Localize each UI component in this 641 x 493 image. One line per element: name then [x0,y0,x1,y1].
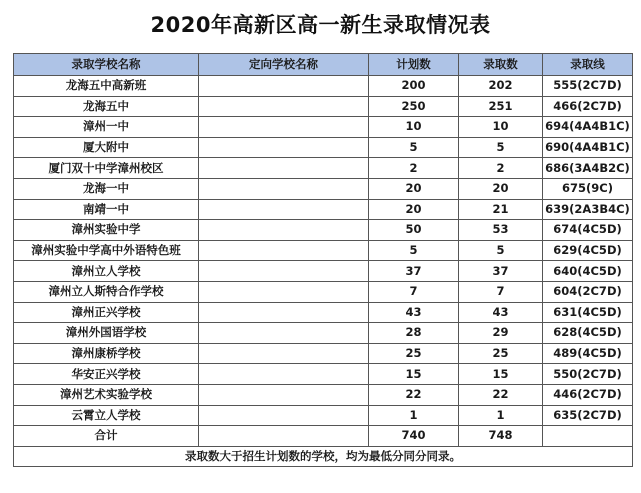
cell-admitted: 2 [459,158,543,179]
cell-directed-school [199,240,369,261]
cell-admitted: 22 [459,384,543,405]
cell-plan: 250 [369,96,459,117]
table-row [14,76,633,97]
cell-cutoff: 466(2C7D) [543,96,633,117]
cell-admitted: 37 [459,261,543,282]
cell-plan: 50 [369,220,459,241]
cell-directed-school [199,261,369,282]
cell-directed-school [199,281,369,302]
cell-school: 龙海五中高新班 [14,76,199,97]
cell-cutoff: 446(2C7D) [543,384,633,405]
page-title: 2020年高新区高一新生录取情况表 [150,13,491,37]
total-label: 合计 [14,426,199,447]
cell-plan: 15 [369,364,459,385]
total-cutoff [543,426,633,447]
cell-cutoff: 635(2C7D) [543,405,633,426]
cell-directed-school [199,96,369,117]
cell-plan: 2 [369,158,459,179]
cell-school: 漳州一中 [14,117,199,138]
table-row [14,281,633,302]
cell-school: 龙海一中 [14,178,199,199]
table-row [14,364,633,385]
cell-directed-school [199,323,369,344]
cell-cutoff: 640(4C5D) [543,261,633,282]
cell-directed-school [199,199,369,220]
total-directed [199,426,369,447]
header-school: 录取学校名称 [14,54,199,76]
table-row [14,302,633,323]
header-admitted: 录取数 [459,54,543,76]
cell-school: 厦门双十中学漳州校区 [14,158,199,179]
cell-directed-school [199,220,369,241]
cell-cutoff: 631(4C5D) [543,302,633,323]
table-row [14,240,633,261]
table-row [14,220,633,241]
header-row [14,54,633,76]
cell-cutoff: 550(2C7D) [543,364,633,385]
cell-school: 漳州实验中学 [14,220,199,241]
cell-plan: 20 [369,199,459,220]
table-row [14,343,633,364]
cell-plan: 20 [369,178,459,199]
cell-admitted: 5 [459,137,543,158]
table-row [14,96,633,117]
cell-plan: 1 [369,405,459,426]
cell-cutoff: 690(4A4B1C) [543,137,633,158]
table-row [14,158,633,179]
cell-admitted: 1 [459,405,543,426]
cell-directed-school [199,178,369,199]
table-row [14,199,633,220]
cell-cutoff: 489(4C5D) [543,343,633,364]
cell-directed-school [199,302,369,323]
cell-plan: 22 [369,384,459,405]
cell-school: 漳州艺术实验学校 [14,384,199,405]
cell-plan: 10 [369,117,459,138]
cell-directed-school [199,117,369,138]
cell-plan: 37 [369,261,459,282]
cell-directed-school [199,405,369,426]
header-directed-school: 定向学校名称 [199,54,369,76]
cell-cutoff: 555(2C7D) [543,76,633,97]
cell-school: 华安正兴学校 [14,364,199,385]
cell-admitted: 43 [459,302,543,323]
cell-cutoff: 628(4C5D) [543,323,633,344]
table-row [14,384,633,405]
cell-plan: 5 [369,137,459,158]
table-row [14,117,633,138]
cell-admitted: 20 [459,178,543,199]
cell-admitted: 202 [459,76,543,97]
cell-plan: 5 [369,240,459,261]
cell-admitted: 5 [459,240,543,261]
cell-school: 漳州康桥学校 [14,343,199,364]
total-admitted: 748 [459,426,543,447]
header-cutoff: 录取线 [543,54,633,76]
total-plan: 740 [369,426,459,447]
cell-school: 厦大附中 [14,137,199,158]
cell-plan: 25 [369,343,459,364]
table-row [14,323,633,344]
cell-cutoff: 686(3A4B2C) [543,158,633,179]
header-plan: 计划数 [369,54,459,76]
cell-cutoff: 604(2C7D) [543,281,633,302]
cell-school: 漳州正兴学校 [14,302,199,323]
cell-admitted: 53 [459,220,543,241]
cell-school: 龙海五中 [14,96,199,117]
cell-school: 云霄立人学校 [14,405,199,426]
cell-school: 漳州外国语学校 [14,323,199,344]
cell-school: 漳州立人学校 [14,261,199,282]
cell-cutoff: 639(2A3B4C) [543,199,633,220]
cell-admitted: 251 [459,96,543,117]
note-row [14,446,633,467]
cell-school: 漳州立人斯特合作学校 [14,281,199,302]
cell-plan: 200 [369,76,459,97]
cell-admitted: 29 [459,323,543,344]
cell-directed-school [199,137,369,158]
cell-cutoff: 674(4C5D) [543,220,633,241]
cell-school: 南靖一中 [14,199,199,220]
cell-plan: 43 [369,302,459,323]
footnote: 录取数大于招生计划数的学校，均为最低分同分同录。 [14,446,633,467]
cell-cutoff: 675(9C) [543,178,633,199]
cell-school: 漳州实验中学高中外语特色班 [14,240,199,261]
admission-table [13,53,633,467]
cell-directed-school [199,76,369,97]
cell-admitted: 15 [459,364,543,385]
cell-directed-school [199,343,369,364]
cell-plan: 28 [369,323,459,344]
table-row [14,137,633,158]
cell-directed-school [199,364,369,385]
table-row [14,178,633,199]
cell-admitted: 7 [459,281,543,302]
cell-directed-school [199,158,369,179]
total-row [14,426,633,447]
cell-cutoff: 694(4A4B1C) [543,117,633,138]
table-body [14,76,633,426]
table-row [14,405,633,426]
cell-admitted: 21 [459,199,543,220]
cell-directed-school [199,384,369,405]
cell-cutoff: 629(4C5D) [543,240,633,261]
cell-admitted: 25 [459,343,543,364]
cell-plan: 7 [369,281,459,302]
table-row [14,261,633,282]
cell-admitted: 10 [459,117,543,138]
